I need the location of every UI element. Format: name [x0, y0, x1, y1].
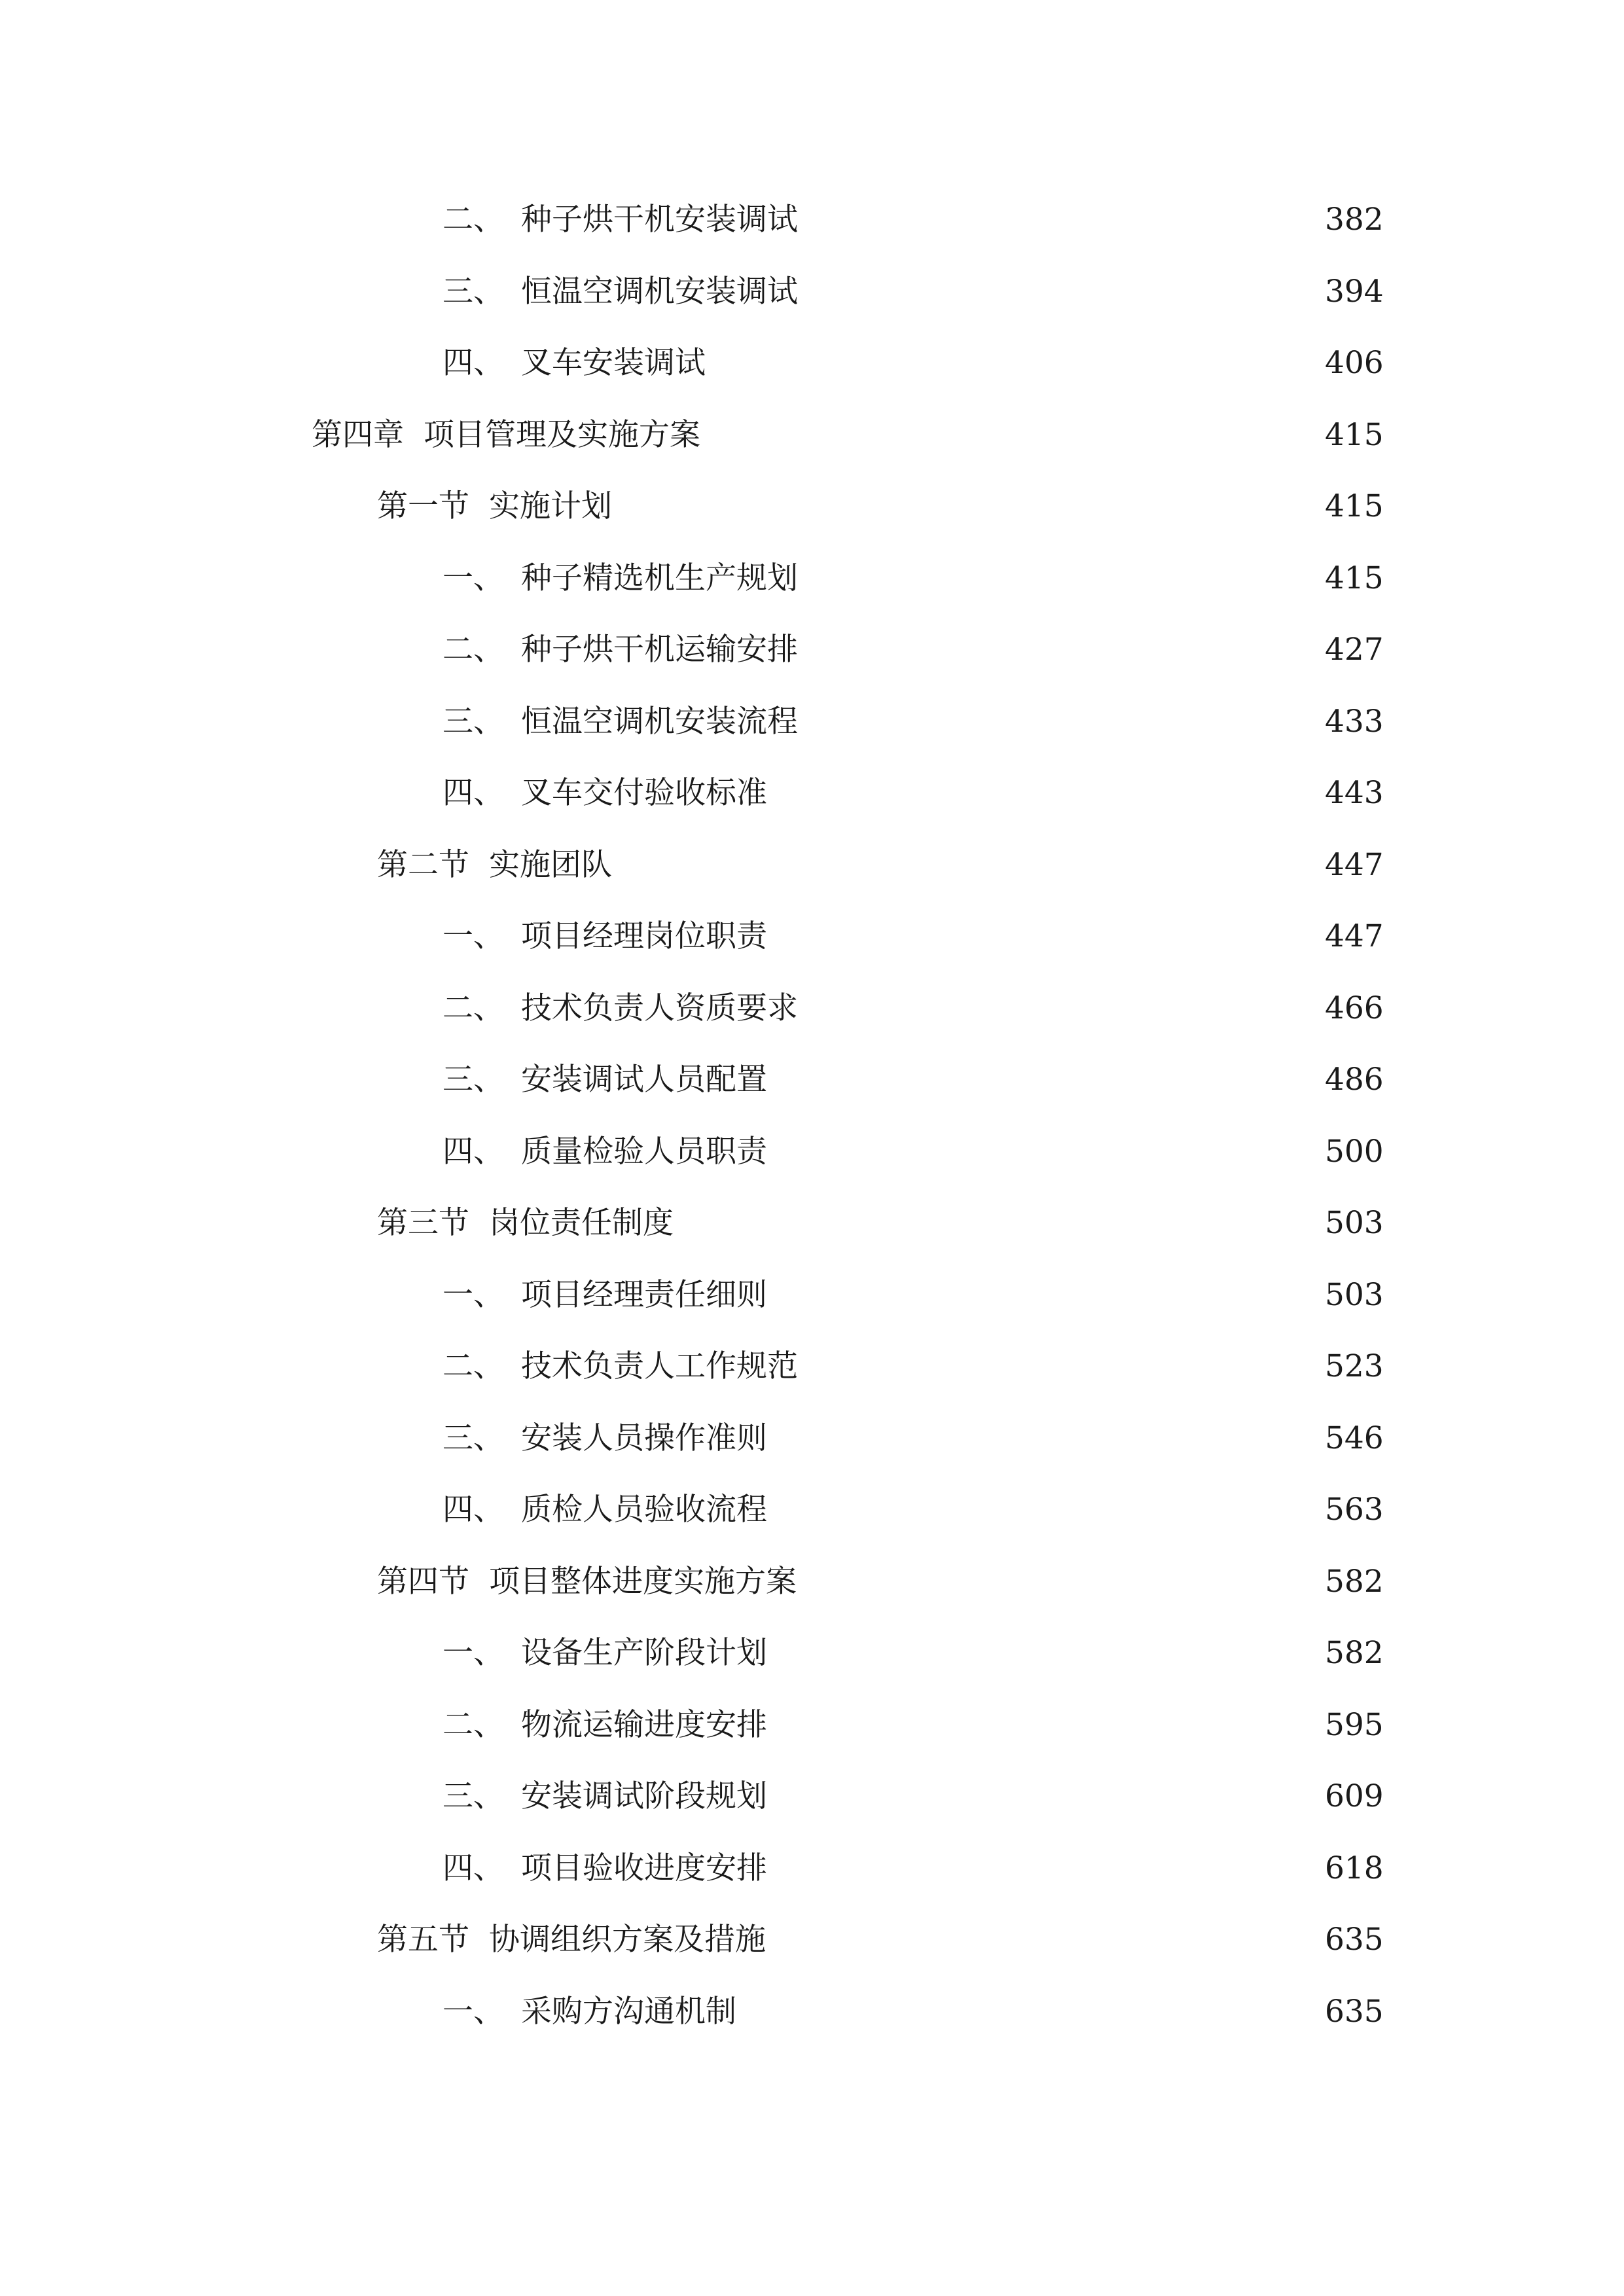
toc-entry-page: 609 — [1325, 1778, 1384, 1814]
toc-entry-number: 二、 — [442, 1348, 504, 1384]
toc-dot-leader — [808, 982, 1310, 1035]
toc-entry[interactable] — [377, 480, 1384, 533]
toc-entry[interactable] — [442, 1986, 1384, 2038]
toc-dot-leader — [623, 480, 1310, 533]
toc-entry-page: 415 — [1325, 417, 1384, 453]
toc-entry-title: 项目管理及实施方案 — [424, 417, 700, 453]
toc-entry-page: 415 — [1325, 488, 1384, 524]
toc-entry-number: 第四章 — [312, 417, 404, 453]
toc-entry-number: 一、 — [442, 1994, 504, 2030]
toc-dot-leader — [778, 1054, 1310, 1106]
toc-entry-title: 实施计划 — [489, 488, 612, 524]
toc-dot-leader — [778, 1627, 1310, 1679]
toc-entry-title: 安装调试阶段规划 — [521, 1778, 767, 1814]
toc-dot-leader — [808, 696, 1310, 748]
toc-entry-title: 协调组织方案及措施 — [489, 1922, 766, 1958]
toc-entry-page: 433 — [1325, 704, 1384, 740]
toc-entry-number: 第一节 — [377, 488, 469, 524]
toc-entry-title: 项目经理岗位职责 — [521, 918, 767, 954]
toc-entry-number: 二、 — [442, 990, 504, 1026]
toc-entry[interactable] — [442, 624, 1384, 676]
toc-entry-page: 563 — [1325, 1492, 1384, 1528]
toc-entry[interactable] — [377, 1197, 1384, 1249]
toc-entry-page: 635 — [1325, 1994, 1384, 2030]
toc-entry-page: 582 — [1325, 1564, 1384, 1600]
toc-entry[interactable] — [442, 767, 1384, 819]
toc-dot-leader — [623, 839, 1310, 891]
toc-entry[interactable] — [442, 1340, 1384, 1393]
toc-entry-title: 技术负责人工作规范 — [521, 1348, 798, 1384]
toc-entry-page: 394 — [1325, 274, 1384, 310]
toc-entry[interactable] — [442, 194, 1384, 246]
toc-entry-title: 种子烘干机运输安排 — [521, 632, 798, 668]
toc-entry[interactable] — [312, 409, 1384, 461]
toc-dot-leader — [778, 767, 1310, 819]
toc-dot-leader — [778, 1412, 1310, 1465]
toc-entry-title: 叉车交付验收标准 — [521, 775, 767, 811]
toc-dot-leader — [716, 337, 1310, 389]
toc-entry-page: 546 — [1325, 1420, 1384, 1456]
toc-entry[interactable] — [442, 982, 1384, 1035]
toc-entry-page: 447 — [1325, 847, 1384, 883]
toc-entry[interactable] — [442, 910, 1384, 963]
toc-entry[interactable] — [377, 1914, 1384, 1966]
toc-entry-title: 种子精选机生产规划 — [521, 560, 798, 596]
toc-entry[interactable] — [442, 1484, 1384, 1536]
toc-entry-number: 三、 — [442, 1062, 504, 1098]
toc-entry[interactable] — [442, 1269, 1384, 1321]
toc-entry-number: 一、 — [442, 918, 504, 954]
toc-entry[interactable] — [442, 1412, 1384, 1465]
toc-entry-number: 四、 — [442, 775, 504, 811]
toc-entry[interactable] — [442, 337, 1384, 389]
toc-dot-leader — [778, 1842, 1310, 1895]
toc-entry[interactable] — [442, 266, 1384, 318]
toc-entry[interactable] — [377, 839, 1384, 891]
toc-entry[interactable] — [442, 1627, 1384, 1679]
toc-entry-number: 一、 — [442, 1635, 504, 1671]
toc-dot-leader — [778, 1126, 1310, 1178]
toc-entry-number: 第五节 — [377, 1922, 469, 1958]
toc-entry-page: 503 — [1325, 1205, 1384, 1241]
toc-entry-number: 二、 — [442, 1707, 504, 1743]
toc-entry-page: 486 — [1325, 1062, 1384, 1098]
toc-entry-title: 技术负责人资质要求 — [521, 990, 798, 1026]
toc-entry[interactable] — [442, 552, 1384, 605]
toc-dot-leader — [808, 1340, 1310, 1393]
toc-entry-number: 三、 — [442, 1778, 504, 1814]
toc-dot-leader — [807, 1556, 1310, 1608]
toc-entry[interactable] — [442, 696, 1384, 748]
toc-entry-number: 第三节 — [377, 1205, 469, 1241]
toc-entry-number: 一、 — [442, 560, 504, 596]
toc-entry-title: 安装人员操作准则 — [521, 1420, 767, 1456]
toc-entry-number: 三、 — [442, 704, 504, 740]
toc-entry-number: 二、 — [442, 202, 504, 238]
toc-entry[interactable] — [442, 1126, 1384, 1178]
toc-entry-page: 382 — [1325, 202, 1384, 238]
toc-entry[interactable] — [442, 1842, 1384, 1895]
toc-dot-leader — [778, 910, 1310, 963]
toc-entry-title: 种子烘干机安装调试 — [521, 202, 798, 238]
toc-entry-page: 503 — [1325, 1277, 1384, 1313]
toc-dot-leader — [778, 1269, 1310, 1321]
toc-entry-page: 582 — [1325, 1635, 1384, 1671]
toc-entry-title: 采购方沟通机制 — [521, 1994, 736, 2030]
toc-dot-leader — [778, 1484, 1310, 1536]
toc-entry-title: 恒温空调机安装调试 — [521, 274, 798, 310]
toc-entry[interactable] — [442, 1054, 1384, 1106]
toc-entry-title: 安装调试人员配置 — [521, 1062, 767, 1098]
toc-entry[interactable] — [442, 1699, 1384, 1751]
toc-dot-leader — [778, 1770, 1310, 1823]
toc-entry-number: 四、 — [442, 1134, 504, 1170]
toc-entry-title: 岗位责任制度 — [489, 1205, 674, 1241]
toc-entry-title: 质检人员验收流程 — [521, 1492, 767, 1528]
toc-entry-title: 实施团队 — [489, 847, 612, 883]
toc-entry-page: 427 — [1325, 632, 1384, 668]
toc-entry-number: 二、 — [442, 632, 504, 668]
toc-entry-title: 项目整体进度实施方案 — [489, 1564, 797, 1600]
toc-dot-leader — [684, 1197, 1310, 1249]
toc-entry-number: 四、 — [442, 1850, 504, 1886]
toc-entry-page: 443 — [1325, 775, 1384, 811]
toc-entry-title: 项目经理责任细则 — [521, 1277, 767, 1313]
toc-entry-title: 项目验收进度安排 — [521, 1850, 767, 1886]
toc-entry[interactable] — [377, 1556, 1384, 1608]
toc-entry-page: 635 — [1325, 1922, 1384, 1958]
toc-entry-number: 三、 — [442, 274, 504, 310]
toc-entry-number: 第四节 — [377, 1564, 469, 1600]
toc-dot-leader — [776, 1914, 1310, 1966]
toc-entry-page: 466 — [1325, 990, 1384, 1026]
toc-entry-page: 523 — [1325, 1348, 1384, 1384]
toc-entry-number: 第二节 — [377, 847, 469, 883]
toc-entry-number: 三、 — [442, 1420, 504, 1456]
toc-dot-leader — [711, 409, 1310, 461]
toc-entry-page: 406 — [1325, 345, 1384, 381]
toc-entry-page: 618 — [1325, 1850, 1384, 1886]
toc-entry-title: 叉车安装调试 — [521, 345, 706, 381]
toc-entry-title: 物流运输进度安排 — [521, 1707, 767, 1743]
toc-entry-title: 恒温空调机安装流程 — [521, 704, 798, 740]
toc-entry-title: 设备生产阶段计划 — [521, 1635, 767, 1671]
toc-entry-page: 500 — [1325, 1134, 1384, 1170]
toc-dot-leader — [808, 266, 1310, 318]
toc-entry-number: 四、 — [442, 1492, 504, 1528]
toc-entry-number: 四、 — [442, 345, 504, 381]
toc-dot-leader — [808, 552, 1310, 605]
toc-entry-title: 质量检验人员职责 — [521, 1134, 767, 1170]
toc-entry[interactable] — [442, 1770, 1384, 1823]
toc-entry-page: 595 — [1325, 1707, 1384, 1743]
toc-entry-page: 415 — [1325, 560, 1384, 596]
toc-entry-number: 一、 — [442, 1277, 504, 1313]
toc-dot-leader — [808, 624, 1310, 676]
toc-dot-leader — [747, 1986, 1310, 2038]
toc-dot-leader — [778, 1699, 1310, 1751]
toc-entry-page: 447 — [1325, 918, 1384, 954]
toc-dot-leader — [808, 194, 1310, 246]
